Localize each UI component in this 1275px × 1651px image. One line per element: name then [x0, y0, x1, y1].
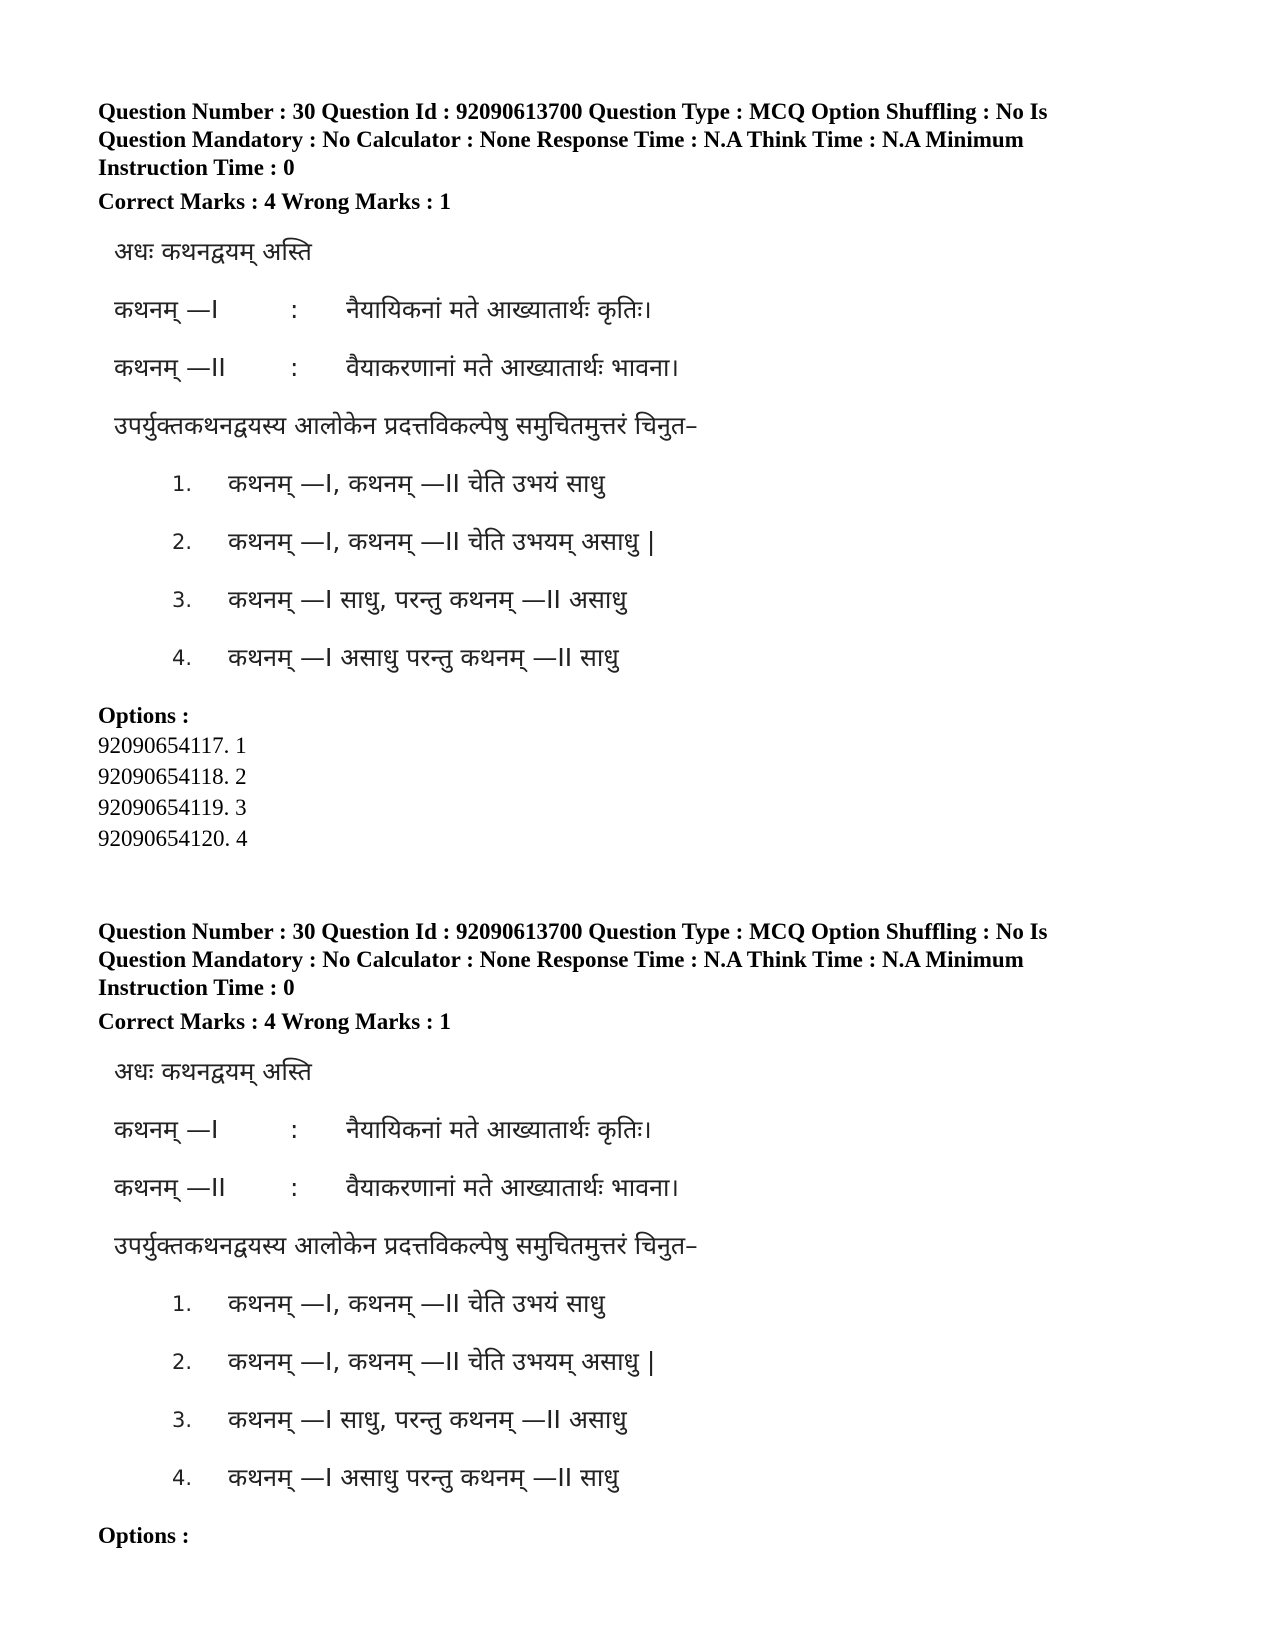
statement-2 [114, 1170, 1188, 1228]
question-meta-line: Question Number : 30 Question Id : 92090613700 Question Type : MCQ Option Shuffling : No Is [98, 99, 1048, 124]
question-meta-line: Instruction Time : 0 [98, 155, 295, 180]
question-block-2 [98, 918, 1188, 1550]
choice-item [114, 1344, 1188, 1402]
question-intro: अधः कथनद्वयम् अस्ति [114, 237, 312, 266]
choice-number: 3. [172, 588, 193, 612]
option-id-row: 92090654117. 1 [98, 733, 247, 758]
choice-number: 4. [172, 646, 193, 670]
option-id-row: 92090654118. 2 [98, 764, 247, 789]
statement-text: नैयायिकनां मते आख्यातार्थः कृतिः। [346, 1115, 652, 1144]
statement-label: कथनम् —I [114, 1115, 219, 1144]
statement-1 [114, 292, 1188, 350]
statement-text: वैयाकरणानां मते आख्यातार्थः भावना। [346, 1173, 679, 1202]
question-intro: अधः कथनद्वयम् अस्ति [114, 1057, 312, 1086]
options-label: Options : [98, 703, 190, 728]
choice-text: कथनम् —I, कथनम् —II चेति उभयं साधु [228, 469, 605, 498]
choice-text: कथनम् —I साधु, परन्तु कथनम् —II असाधु [228, 1405, 627, 1434]
statement-label: कथनम् —I [114, 295, 219, 324]
statement-separator: : [290, 353, 299, 382]
question-content [114, 1054, 1188, 1518]
choice-text: कथनम् —I, कथनम् —II चेति उभयम् असाधु | [228, 527, 656, 556]
statement-2 [114, 350, 1188, 408]
statement-label: कथनम् —II [114, 1173, 226, 1202]
choice-item [114, 582, 1188, 640]
marks-line: Correct Marks : 4 Wrong Marks : 1 [98, 1009, 451, 1034]
statement-separator: : [290, 295, 299, 324]
choice-text: कथनम् —I साधु, परन्तु कथनम् —II असाधु [228, 585, 627, 614]
choice-text: कथनम् —I असाधु परन्तु कथनम् —II साधु [228, 643, 619, 672]
statement-text: वैयाकरणानां मते आख्यातार्थः भावना। [346, 353, 679, 382]
choice-number: 2. [172, 1350, 193, 1374]
question-instruction: उपर्युक्तकथनद्वयस्य आलोकेन प्रदत्तविकल्पेषु समुचितमुत्तरं चिनुत– [114, 1231, 698, 1260]
choice-item [114, 524, 1188, 582]
choice-item [114, 1286, 1188, 1344]
choice-item [114, 640, 1188, 698]
statement-separator: : [290, 1173, 299, 1202]
question-meta-line: Question Mandatory : No Calculator : None Response Time : N.A Think Time : N.A Minimum [98, 947, 1024, 972]
options-label: Options : [98, 1523, 190, 1548]
choice-item [114, 466, 1188, 524]
question-meta-line: Instruction Time : 0 [98, 975, 295, 1000]
question-meta-line: Question Number : 30 Question Id : 92090613700 Question Type : MCQ Option Shuffling : No Is [98, 919, 1048, 944]
statement-text: नैयायिकनां मते आख्यातार्थः कृतिः। [346, 295, 652, 324]
question-block-1 [98, 98, 1188, 854]
question-content [114, 234, 1188, 698]
choice-item [114, 1402, 1188, 1460]
choice-number: 1. [172, 472, 193, 496]
choice-item [114, 1460, 1188, 1518]
option-id-row: 92090654119. 3 [98, 795, 247, 820]
statement-separator: : [290, 1115, 299, 1144]
choice-number: 3. [172, 1408, 193, 1432]
choice-number: 1. [172, 1292, 193, 1316]
choice-text: कथनम् —I असाधु परन्तु कथनम् —II साधु [228, 1463, 619, 1492]
question-instruction: उपर्युक्तकथनद्वयस्य आलोकेन प्रदत्तविकल्पेषु समुचितमुत्तरं चिनुत– [114, 411, 698, 440]
statement-label: कथनम् —II [114, 353, 226, 382]
option-id-row: 92090654120. 4 [98, 826, 248, 851]
choice-text: कथनम् —I, कथनम् —II चेति उभयं साधु [228, 1289, 605, 1318]
choice-number: 2. [172, 530, 193, 554]
marks-line: Correct Marks : 4 Wrong Marks : 1 [98, 189, 451, 214]
choice-text: कथनम् —I, कथनम् —II चेति उभयम् असाधु | [228, 1347, 656, 1376]
question-meta-line: Question Mandatory : No Calculator : None Response Time : N.A Think Time : N.A Minimum [98, 127, 1024, 152]
choice-number: 4. [172, 1466, 193, 1490]
statement-1 [114, 1112, 1188, 1170]
